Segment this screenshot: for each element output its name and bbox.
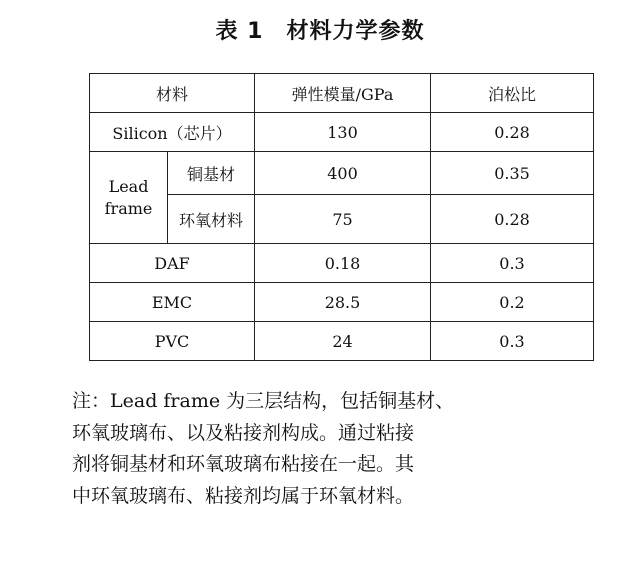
poisson-cell: 0.28 bbox=[431, 195, 594, 244]
lead-frame-group-cell bbox=[90, 152, 168, 244]
modulus-cell: 0.18 bbox=[255, 244, 431, 283]
material-parameters-table bbox=[89, 73, 594, 361]
note-line: 环氧玻璃布、以及粘接剂构成。通过粘接 bbox=[72, 421, 415, 444]
header-modulus: 弹性模量/GPa bbox=[255, 74, 431, 113]
modulus-cell: 130 bbox=[255, 113, 431, 152]
table-header-row bbox=[90, 74, 594, 113]
lead-frame-label-line: frame bbox=[104, 198, 153, 218]
poisson-cell: 0.28 bbox=[431, 113, 594, 152]
table-row bbox=[90, 244, 594, 283]
note-line: 剂将铜基材和环氧玻璃布粘接在一起。其 bbox=[72, 453, 415, 475]
material-cell: EMC bbox=[90, 283, 255, 322]
poisson-cell: 0.3 bbox=[431, 322, 594, 361]
modulus-cell: 400 bbox=[255, 152, 431, 195]
poisson-cell: 0.35 bbox=[431, 152, 594, 195]
table-row bbox=[90, 283, 594, 322]
material-cell: DAF bbox=[90, 244, 255, 283]
material-cell: PVC bbox=[90, 322, 255, 361]
modulus-cell: 24 bbox=[255, 322, 431, 361]
note-line: 中环氧玻璃布、粘接剂均属于环氧材料。 bbox=[72, 484, 415, 507]
material-cell: Silicon（芯片） bbox=[90, 113, 255, 152]
header-material: 材料 bbox=[90, 74, 255, 113]
modulus-cell: 28.5 bbox=[255, 283, 431, 322]
page-title: 表 1 材料力学参数 bbox=[215, 19, 425, 44]
table-note bbox=[72, 386, 592, 512]
header-poisson: 泊松比 bbox=[431, 74, 594, 113]
table-row bbox=[90, 113, 594, 152]
table-row bbox=[90, 152, 594, 195]
material-cell: 环氧材料 bbox=[168, 195, 255, 244]
material-cell: 铜基材 bbox=[168, 152, 255, 195]
poisson-cell: 0.2 bbox=[431, 283, 594, 322]
modulus-cell: 75 bbox=[255, 195, 431, 244]
note-line: 注：Lead frame 为三层结构，包括铜基材、 bbox=[72, 390, 455, 412]
poisson-cell: 0.3 bbox=[431, 244, 594, 283]
table-row bbox=[90, 322, 594, 361]
lead-frame-label-line: Lead bbox=[108, 176, 149, 196]
